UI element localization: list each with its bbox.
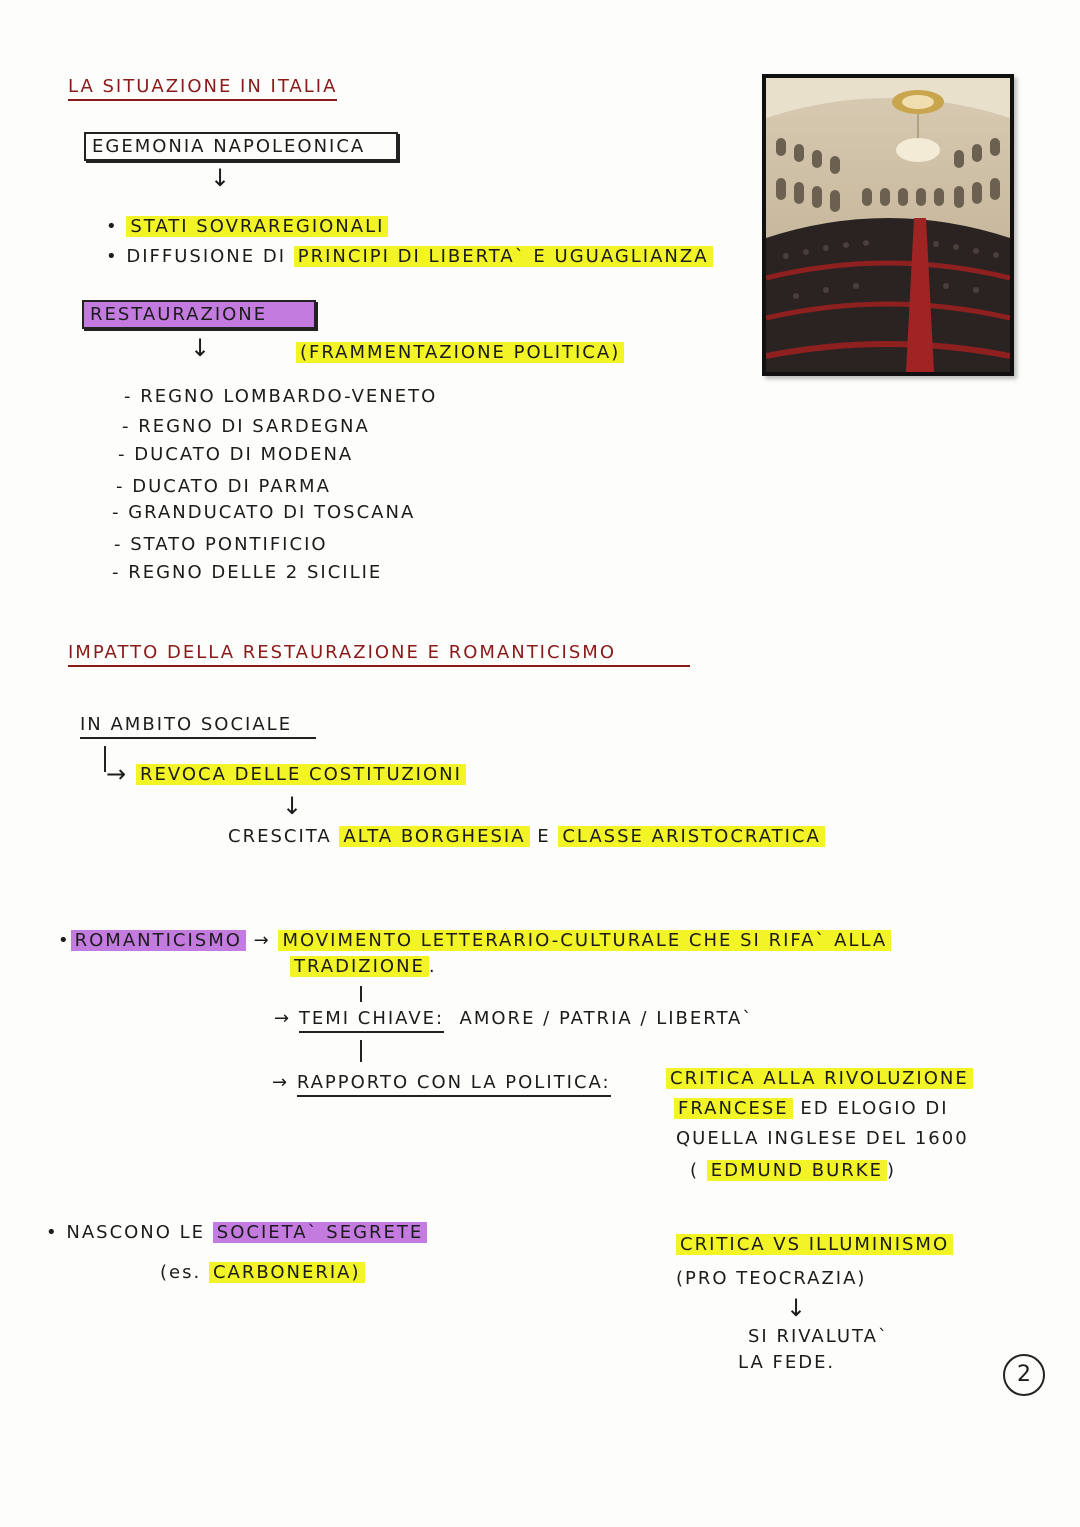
critica-line-2 <box>674 1098 949 1119</box>
state-item: - DUCATO DI MODENA <box>118 444 354 465</box>
critica-line-3: QUELLA INGLESE DEL 1600 <box>676 1128 969 1149</box>
bullet-stati-text: STATI SOVRAREGIONALI <box>126 216 388 237</box>
critica-vs: CRITICA VS ILLUMINISMO <box>676 1234 953 1255</box>
arrow-down-icon: ↓ <box>210 164 233 192</box>
critica-1: CRITICA ALLA RIVOLUZIONE <box>666 1068 973 1089</box>
teocrazia: (PRO TEOCRAZIA) <box>676 1268 867 1289</box>
crescita-prefix: CRESCITA <box>228 826 332 847</box>
burke-open: ( <box>690 1160 700 1181</box>
box-restaurazione-label: RESTAURAZIONE <box>90 304 268 325</box>
bullet-diffusione-hl: PRINCIPI DI LIBERTA` E UGUAGLIANZA <box>294 246 713 267</box>
arrow-right-icon: → <box>106 760 129 788</box>
connector-line <box>360 1040 362 1062</box>
arrow-down-icon: ↓ <box>282 792 305 820</box>
es-prefix: (es. <box>160 1262 202 1283</box>
bullet-diffusione <box>106 246 713 267</box>
burke-line <box>690 1160 896 1181</box>
state-item: - DUCATO DI PARMA <box>116 476 331 497</box>
critica-2b: ED ELOGIO DI <box>800 1098 949 1119</box>
section-title-italia: LA SITUAZIONE IN ITALIA <box>68 76 337 101</box>
frammentazione-text: (FRAMMENTAZIONE POLITICA) <box>296 342 624 363</box>
es-carboneria: CARBONERIA) <box>209 1262 365 1283</box>
arrow-right-icon: → <box>274 1008 292 1029</box>
societa-prefix: NASCONO LE <box>66 1222 206 1243</box>
es-line <box>160 1262 365 1283</box>
bullet-dot-icon: • <box>106 216 127 237</box>
critica-2a: FRANCESE <box>674 1098 793 1119</box>
label-ambito-sociale: IN AMBITO SOCIALE <box>80 714 316 739</box>
arrow-down-icon: ↓ <box>190 334 213 362</box>
bullet-stati <box>106 216 388 237</box>
burke-name: EDMUND BURKE <box>707 1160 887 1181</box>
arrow-down-icon: ↓ <box>786 1294 809 1322</box>
box-egemonia-label: EGEMONIA NAPOLEONICA <box>92 136 366 157</box>
fede-line-2: LA FEDE. <box>738 1352 836 1373</box>
parliament-photo <box>762 74 1014 376</box>
crescita-hl-aristocratica: CLASSE ARISTOCRATICA <box>558 826 824 847</box>
crescita-mid: E <box>537 826 551 847</box>
romanticismo-def-line2: TRADIZIONE . <box>290 956 437 977</box>
temi-value: AMORE / PATRIA / LIBERTA` <box>459 1008 754 1029</box>
frammentazione-note <box>296 342 624 363</box>
page-number: 2 <box>1003 1354 1045 1396</box>
critica-vs-line <box>676 1234 953 1255</box>
bullet-dot-icon: • <box>106 246 127 267</box>
crescita-line <box>228 826 825 847</box>
societa-hl: SOCIETA` SEGRETE <box>213 1222 427 1243</box>
temi-line <box>274 1008 753 1029</box>
societa-line <box>46 1222 427 1243</box>
romanticismo-def-1: MOVIMENTO LETTERARIO-CULTURALE CHE SI RIFA` ALLA <box>278 930 891 951</box>
section-title-impatto: IMPATTO DELLA RESTAURAZIONE E ROMANTICISMO <box>68 642 690 667</box>
parliament-illustration <box>766 78 1010 372</box>
state-item: - REGNO DI SARDEGNA <box>122 416 370 437</box>
bullet-dot-icon: • <box>58 930 71 951</box>
box-egemonia <box>84 132 398 161</box>
romanticismo-line <box>58 930 891 951</box>
rapporto-label: RAPPORTO CON LA POLITICA: <box>297 1072 611 1097</box>
connector-line <box>360 986 362 1002</box>
rapporto-line <box>272 1072 611 1093</box>
state-item: - GRANDUCATO DI TOSCANA <box>112 502 416 523</box>
box-restaurazione <box>82 300 316 329</box>
temi-label: TEMI CHIAVE: <box>299 1008 444 1033</box>
state-item: - REGNO DELLE 2 SICILIE <box>112 562 383 583</box>
state-item: - STATO PONTIFICIO <box>114 534 328 555</box>
romanticismo-label: ROMANTICISMO <box>71 930 246 951</box>
crescita-hl-borghesia: ALTA BORGHESIA <box>339 826 529 847</box>
critica-line-1 <box>666 1068 973 1089</box>
bullet-dot-icon: • <box>46 1222 59 1243</box>
revoca-text: REVOCA DELLE COSTITUZIONI <box>136 764 466 785</box>
arrow-right-icon: → <box>253 930 271 951</box>
fede-line-1: SI RIVALUTA` <box>748 1326 889 1347</box>
burke-close: ) <box>886 1160 896 1181</box>
bullet-diffusione-prefix: DIFFUSIONE DI <box>126 246 294 267</box>
revoca-line <box>136 764 466 785</box>
arrow-right-icon: → <box>272 1072 290 1093</box>
romanticismo-def-2: TRADIZIONE <box>290 956 429 977</box>
state-item: - REGNO LOMBARDO-VENETO <box>124 386 438 407</box>
